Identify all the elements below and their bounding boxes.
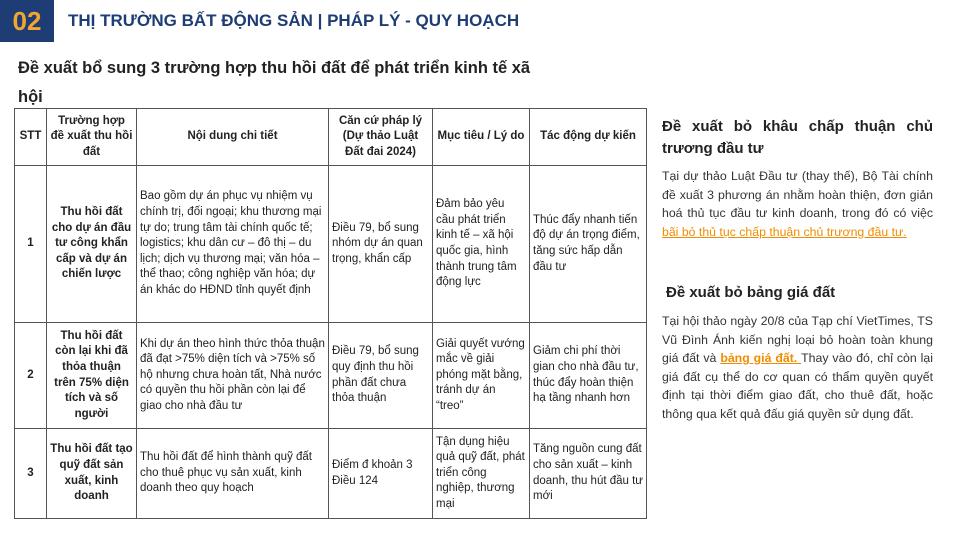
cell-case: Thu hồi đất còn lại khi đã thỏa thuận trên 75% diện tích và số người <box>47 323 137 429</box>
header-stt: STT <box>15 109 47 166</box>
cell-impact: Tăng nguồn cung đất cho sản xuất – kinh doanh, thu hút đầu tư mới <box>530 429 647 519</box>
investment-approval-text <box>662 167 933 241</box>
header-legal: Căn cứ pháp lý (Dự thảo Luật Đất đai 2024) <box>329 109 433 166</box>
table-row <box>15 323 647 429</box>
cell-stt: 1 <box>15 166 47 323</box>
header-detail: Nội dung chi tiết <box>137 109 329 166</box>
cell-case: Thu hồi đất cho dự án đầu tư công khẩn cấp và dự án chiến lược <box>47 166 137 323</box>
cell-impact: Thúc đẩy nhanh tiến độ dự án trọng điểm, tăng sức hấp dẫn đầu tư <box>530 166 647 323</box>
land-price-body: Tại hội thảo ngày 20/8 của Tạp chí VietTimes, TS Vũ Đình Ánh kiến nghị loại bỏ hoàn toàn khung giá đất và <box>662 314 933 366</box>
cell-detail: Thu hồi đất để hình thành quỹ đất cho thuê phục vụ sản xuất, kinh doanh theo quy hoạch <box>137 429 329 519</box>
cell-legal: Điều 79, bổ sung quy định thu hồi phần đất chưa thỏa thuận <box>329 323 433 429</box>
section-number-badge: 02 <box>0 0 54 42</box>
cell-case: Thu hồi đất tạo quỹ đất sản xuất, kinh doanh <box>47 429 137 519</box>
table-row <box>15 429 647 519</box>
cell-stt: 3 <box>15 429 47 519</box>
cell-detail: Khi dự án theo hình thức thỏa thuận đã đạt >75% diện tích và >75% số hộ nhưng chưa hoàn tất, Nhà nước có quyền thu hồi phần còn lại để giao cho nhà đầu tư <box>137 323 329 429</box>
cell-goal: Đảm bảo yêu cầu phát triển kinh tế – xã hội quốc gia, hình thành trung tâm động lực <box>433 166 530 323</box>
investment-approval-body: Tại dự thảo Luật Đầu tư (thay thế), Bộ Tài chính đề xuất 3 phương án nhằm hoàn thiện, đơn giản hoá thủ tục đầu tư kinh doanh, trong đó có việc <box>662 169 933 221</box>
cell-goal: Giải quyết vướng mắc về giải phóng mặt bằng, tránh dự án “treo” <box>433 323 530 429</box>
cell-stt: 2 <box>15 323 47 429</box>
table-header-row <box>15 109 647 166</box>
land-price-heading: Đề xuất bỏ bảng giá đất <box>666 284 836 301</box>
land-price-body-continued: Thay vào đó, chỉ còn lại giá đất cụ thể do cơ quan có thẩm quyền quyết định tại thời điểm giao đất, cho thuê đất, hoặc thông qua kết quả đấu giá quyền sử dụng đất. <box>662 351 933 421</box>
land-price-text <box>662 312 933 424</box>
cell-legal: Điều 79, bổ sung nhóm dự án quan trọng, khẩn cấp <box>329 166 433 323</box>
investment-approval-section <box>662 116 933 241</box>
cell-impact: Giảm chi phí thời gian cho nhà đầu tư, thúc đẩy hoàn thiện hạ tầng nhanh hơn <box>530 323 647 429</box>
header-case: Trường hợp đề xuất thu hồi đất <box>47 109 137 166</box>
land-price-section <box>662 282 933 424</box>
page-title: Đề xuất bổ sung 3 trường hợp thu hồi đất để phát triển kinh tế xã hội <box>18 59 531 106</box>
section-title: THỊ TRƯỜNG BẤT ĐỘNG SẢN | PHÁP LÝ - QUY HOẠCH <box>68 11 520 30</box>
investment-approval-heading: Đề xuất bỏ khâu chấp thuận chủ trương đầu tư <box>662 118 933 157</box>
land-price-table-link[interactable]: bảng giá đất. <box>720 351 802 366</box>
header-impact: Tác động dự kiến <box>530 109 647 166</box>
abolish-procedure-link[interactable]: bãi bỏ thủ tục chấp thuận chủ trương đầu tư. <box>662 224 907 239</box>
cell-detail: Bao gồm dự án phục vụ nhiệm vụ chính trị, đối ngoại; khu thương mại tự do; trung tâm tài chính quốc tế; logistics; khu dân cư – đô thị – du lịch; dịch vụ thương mại; văn hóa – thể thao; công nghiệp văn hóa; dự án khác do HĐND tỉnh quyết định <box>137 166 329 323</box>
table-row <box>15 166 647 323</box>
cell-goal: Tận dụng hiệu quả quỹ đất, phát triển công nghiệp, thương mại <box>433 429 530 519</box>
header-goal: Mục tiêu / Lý do <box>433 109 530 166</box>
cell-legal: Điểm đ khoản 3 Điều 124 <box>329 429 433 519</box>
land-recovery-table <box>14 108 647 519</box>
